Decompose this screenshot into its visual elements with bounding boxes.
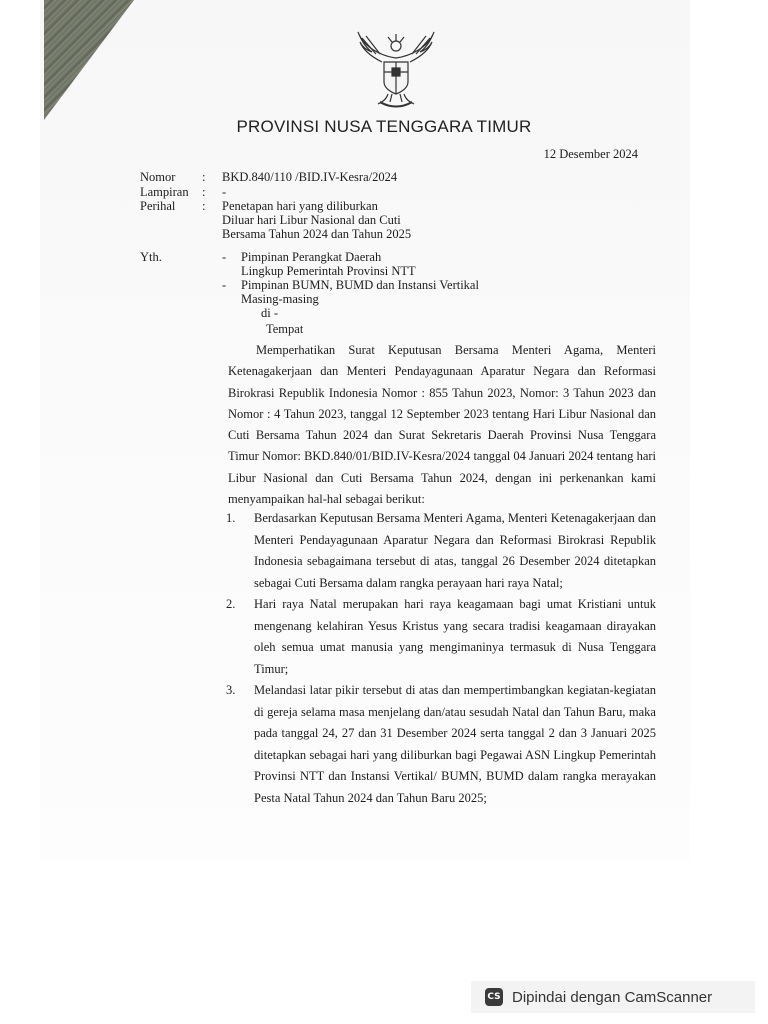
perihal-row (140, 199, 411, 241)
recipient-tempat: Tempat (266, 322, 304, 336)
recipient-item (222, 278, 479, 292)
garuda-emblem-icon (352, 28, 440, 112)
nomor-value: BKD.840/110 /BID.IV-Kesra/2024 (222, 170, 398, 184)
recipient-line: Pimpinan BUMN, BUMD dan Instansi Vertikal (241, 278, 479, 292)
camscanner-watermark (471, 981, 755, 1013)
recipient-dash: - (222, 250, 227, 264)
perihal-line: Bersama Tahun 2024 dan Tahun 2025 (222, 227, 412, 241)
perihal-line: Penetapan hari yang diliburkan (222, 199, 378, 213)
colon: : (202, 199, 206, 213)
recipient-line: Pimpinan Perangkat Daerah (241, 250, 382, 264)
recipient-item (222, 250, 479, 264)
recipient-line: Lingkup Pemerintah Provinsi NTT (241, 264, 416, 278)
numbered-list (226, 508, 656, 809)
lampiran-row (140, 185, 226, 199)
list-text: Hari raya Natal merupakan hari raya keagamaan bagi umat Kristiani untuk mengenang kelahiran Yesus Kristus yang secara tradisi keagamaan dirayakan oleh semua umat manusia yang mengimaninya termasuk di Nusa Tenggara Timur; (254, 597, 656, 676)
list-number: 1. (226, 511, 236, 525)
yth-label: Yth. (140, 250, 162, 264)
camscanner-logo-icon: CS (485, 988, 503, 1006)
list-text: Berdasarkan Keputusan Bersama Menteri Agama, Menteri Ketenagakerjaan dan Menteri Pendayagunaan Aparatur Negara dan Reformasi Birokrasi Republik Indonesia sebagaimana tersebut di atas, tanggal 26 Desember 2024 ditetapkan sebagai Cuti Bersama dalam rangka perayaan hari raya Natal; (254, 511, 656, 590)
opening-paragraph: Memperhatikan Surat Keputusan Bersama Menteri Agama, Menteri Ketenagakerjaan dan Menteri Pendayagunaan Aparatur Negara dan Reformasi Birokrasi Republik Indonesia Nomor : 855 Tahun 2023, Nomor: 3 Tahun 2023 dan Nomor : 4 Tahun 2023, tanggal 12 September 2023 tentang Hari Libur Nasional dan Cuti Bersama Tahun 2024 dan Surat Sekretaris Daerah Provinsi Nusa Tenggara Timur Nomor: BKD.840/01/BID.IV-Kesra/2024 tanggal 04 Januari 2024 tentang hari Libur Nasional dan Cuti Bersama Tahun 2024, dengan ini perkenankan kami menyampaikan hal-hal sebagai berikut: (228, 343, 656, 507)
recipient-dash: - (222, 278, 227, 292)
list-number: 3. (226, 683, 236, 697)
colon: : (202, 170, 206, 184)
colon: : (202, 185, 206, 199)
lampiran-label: Lampiran (140, 185, 189, 199)
camscanner-label: Dipindai dengan CamScanner (512, 988, 713, 1006)
recipient-list (222, 250, 479, 336)
perihal-line: Diluar hari Libur Nasional dan Cuti (222, 213, 401, 227)
letter-date: 12 Desember 2024 (543, 147, 638, 161)
recipient-line: Masing-masing (241, 292, 319, 306)
letter-body (228, 340, 656, 510)
list-item (226, 680, 656, 809)
perihal-label: Perihal (140, 199, 176, 213)
nomor-label: Nomor (140, 170, 176, 184)
list-number: 2. (226, 597, 236, 611)
recipient-di: di - (261, 306, 279, 320)
list-text: Melandasi latar pikir tersebut di atas dan mempertimbangkan kegiatan-kegiatan di gereja selama masa menjelang dan/atau sesudah Natal dan Tahun Baru, maka pada tanggal 24, 27 dan 31 Desember 2024 serta tanggal 2 dan 3 Januari 2025 ditetapkan sebagai hari yang diliburkan bagi Pegawai ASN Lingkup Pemerintah Provinsi NTT dan Instansi Vertikal/ BUMN, BUMD dalam rangka merayakan Pesta Natal Tahun 2024 dan Tahun Baru 2025; (254, 683, 656, 805)
list-item (226, 508, 656, 594)
perihal-value (222, 199, 411, 241)
province-title: PROVINSI NUSA TENGGARA TIMUR (236, 117, 532, 136)
list-item (226, 594, 656, 680)
nomor-row (140, 170, 397, 184)
lampiran-value: - (222, 185, 227, 199)
